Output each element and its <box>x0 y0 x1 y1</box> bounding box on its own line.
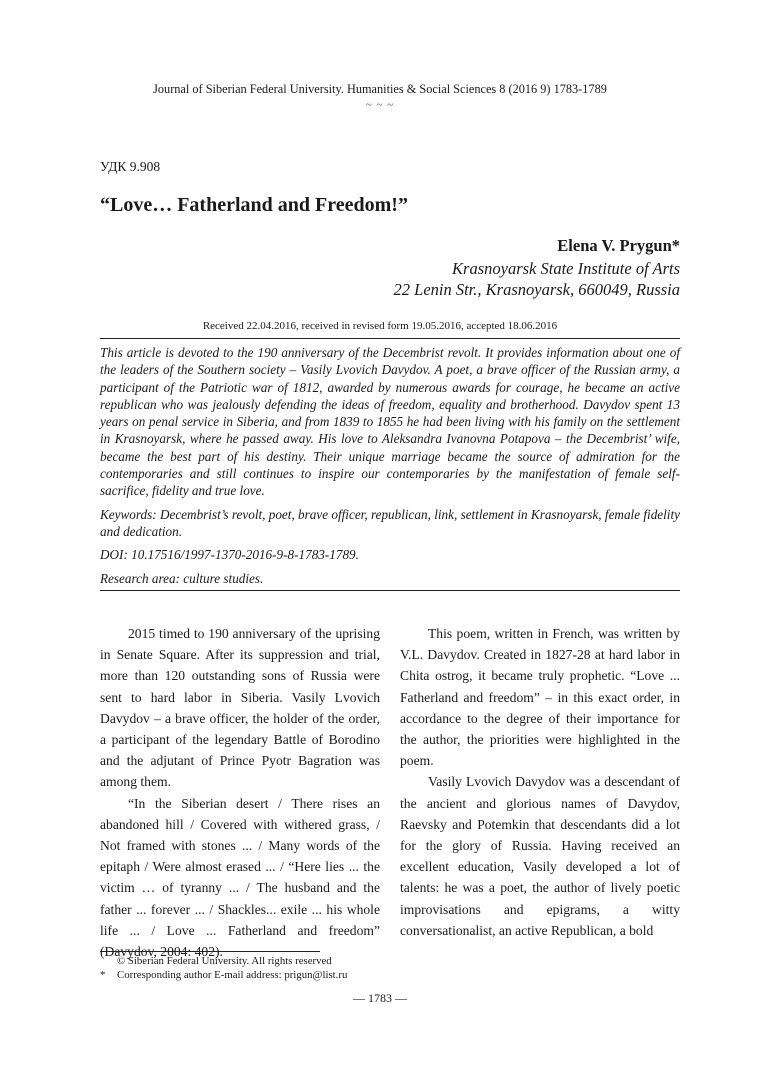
footnote-marker: * <box>100 969 106 981</box>
paragraph: This poem, written in French, was written by V.L. Davydov. Created in 1827-28 at hard labor in Chita ostrog, it became truly prophetic. “Love ... Fatherland and freedom” – in this exact order, in accordance to the degree of their importance for the author, the priorities were highlighted in the poem. <box>400 626 680 769</box>
research-area: Research area: culture studies. <box>100 570 264 586</box>
paragraph: 2015 timed to 190 anniversary of the uprising in Senate Square. After its suppression and trial, more than 120 outstanding sons of Russia were sent to hard labor in Siberia. Vasily Lvovich Davydov – a brave officer, the holder of the order, a participant of the legendary Battle of Borodino and the adjutant of Prince Pyotr Bagration was among them. <box>100 626 380 790</box>
body-column-right <box>400 623 680 941</box>
doi: DOI: 10.17516/1997-1370-2016-9-8-1783-1789. <box>100 547 359 563</box>
received-dates: Received 22.04.2016, received in revised form 19.05.2016, accepted 18.06.2016 <box>202 320 558 332</box>
article-title: “Love… Fatherland and Freedom!” <box>100 194 408 216</box>
abstract-top-rule <box>100 338 680 339</box>
footnote-rule <box>100 951 320 952</box>
author-affiliation: Krasnoyarsk State Institute of Arts <box>452 259 680 278</box>
abstract-bottom-rule <box>100 590 680 591</box>
author-address: 22 Lenin Str., Krasnoyarsk, 660049, Russia <box>393 280 680 299</box>
copyright-footnote: © Siberian Federal University. All rights reserved <box>117 955 332 967</box>
paragraph: “In the Siberian desert / There rises an abandoned hill / Covered with withered grass, / Not framed with stones ... / Many words of the epitaph / Were almost erased ... / “Here lies ... the victim … of tyranny ... / The husband and the father ... forever ... / Shackles... exile ... his whole life ... / Love ... Fatherland and freedom” (Davydov, 2004: 402). <box>100 795 380 960</box>
body-column-left <box>100 623 380 962</box>
keywords: Keywords: Decembrist’s revolt, poet, brave officer, republican, link, settlement in Krasnoyarsk, female fidelity and dedication. <box>100 506 680 539</box>
page-number: — 1783 — <box>353 991 407 1005</box>
author-name: Elena V. Prygun* <box>557 236 680 255</box>
abstract-block <box>100 344 680 593</box>
udk-code: УДК 9.908 <box>100 159 161 174</box>
paragraph: Vasily Lvovich Davydov was a descendant of the ancient and glorious names of Davydov, Raevsky and Potemkin that descendants did a lot for the glory of Russia. Having received an excellent education, Vasily developed a lot of talents: he was a poet, the author of lively poetic improvisations and epigrams, a witty conversationalist, an active Republican, a bold <box>400 774 680 938</box>
corresponding-footnote <box>100 969 347 981</box>
header-ornament: ~ ~ ~ <box>365 99 395 111</box>
journal-header: Journal of Siberian Federal University. Humanities & Social Sciences 8 (2016 9) 1783-1789 <box>153 82 607 96</box>
abstract-text: This article is devoted to the 190 anniversary of the Decembrist revolt. It provides information about one of the leaders of the Southern society – Vasily Lvovich Davydov. A poet, a brave officer of the Russian army, a participant of the Patriotic war of 1812, awarded by numerous awards for courage, he became an active republican who was jealously defending the ideas of freedom, equality and brotherhood. Davydov spent 13 years on penal service in Siberia, and from 1839 to 1855 he had been living with his family on the settlement in Krasnoyarsk, where he passed away. His love to Aleksandra Ivanovna Potapova – the Decembrist’ wife, became the best part of his destiny. Their unique marriage became the source of admiration for the contemporaries and still continues to inspire our contemporaries by the manifestation of female self-sacrifice, fidelity and true love. <box>100 345 680 499</box>
corresponding-email: Corresponding author E-mail address: prigun@list.ru <box>117 969 348 981</box>
